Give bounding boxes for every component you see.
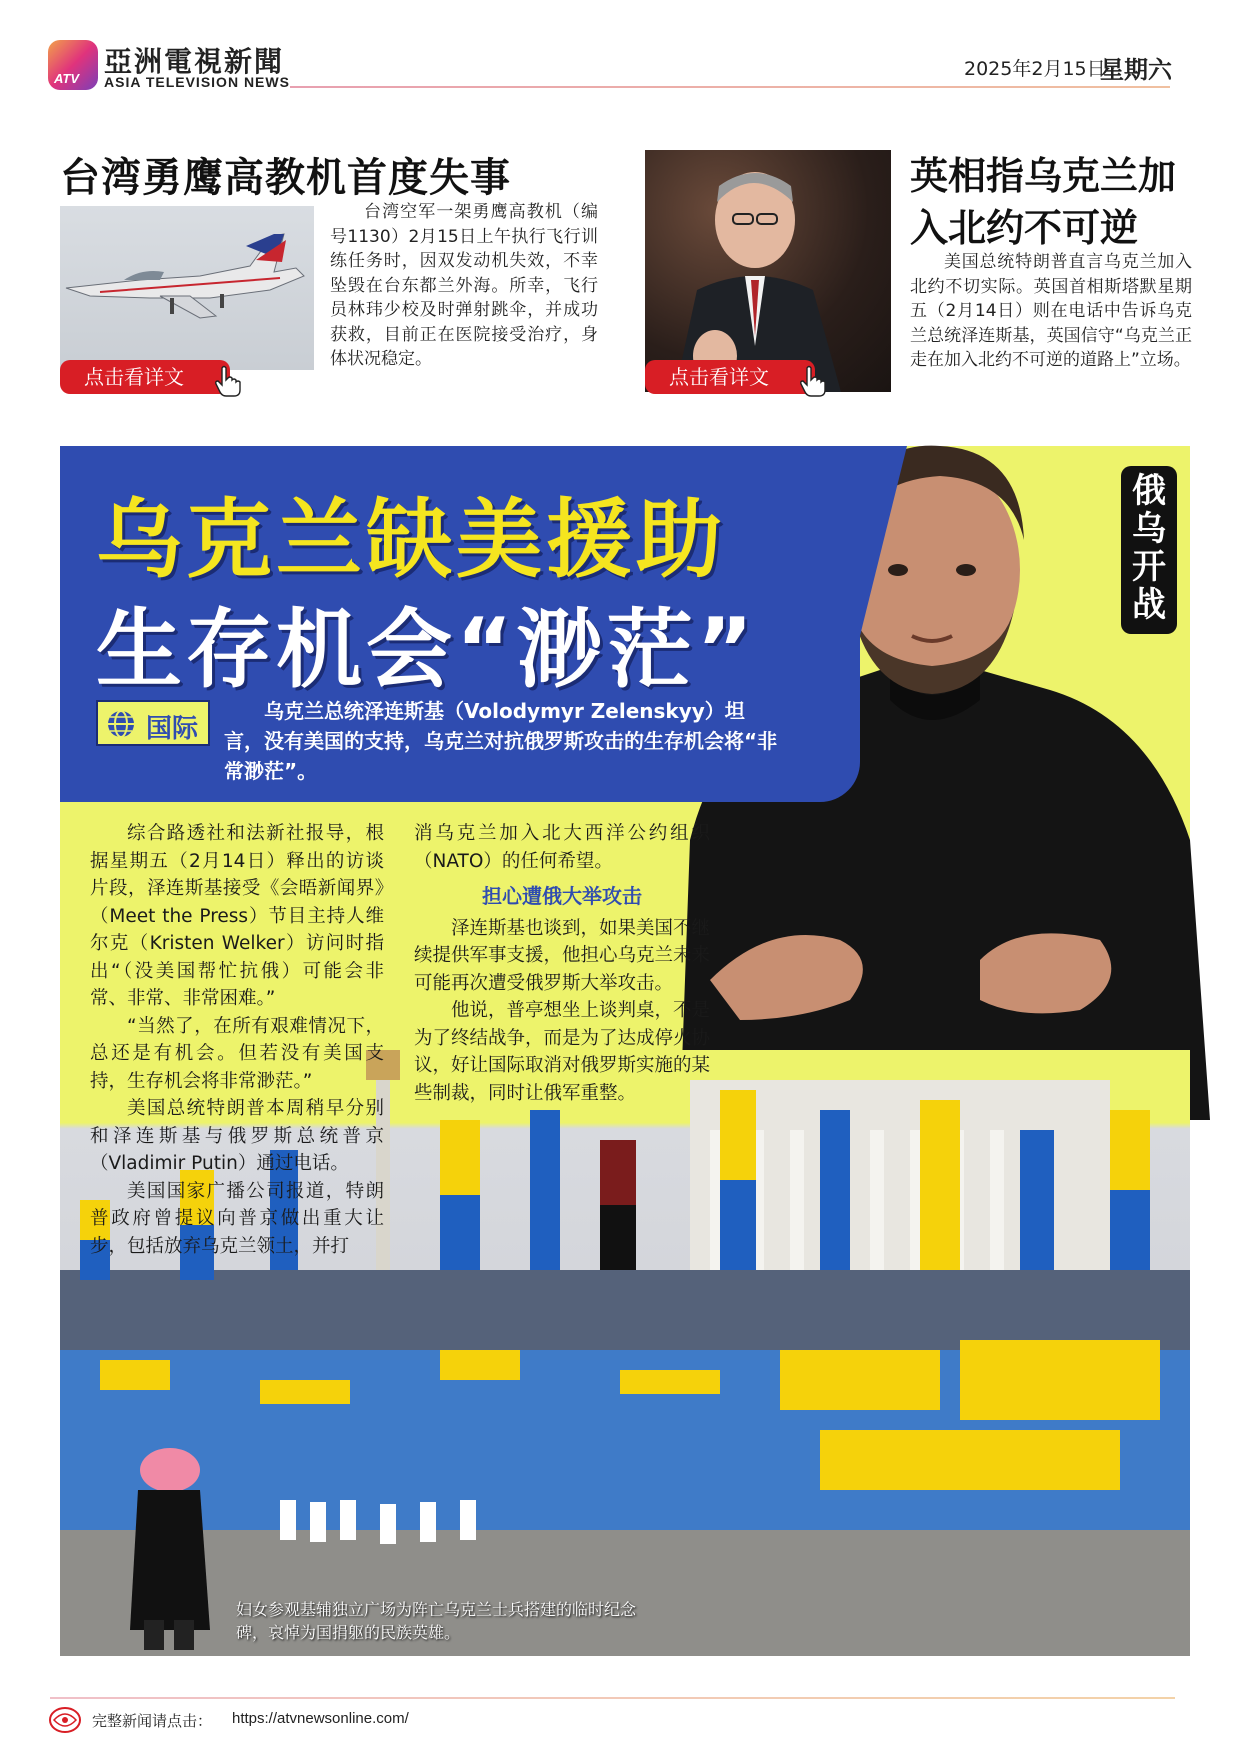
topic-side-tag: 俄乌开战: [1121, 466, 1177, 634]
paragraph: 美国总统特朗普本周稍早分别和泽连斯基与俄罗斯总统普京（Vladimir Putin）通过电话。: [90, 1098, 384, 1174]
paragraph: 他说，普亭想坐上谈判桌，不是为了终结战争，而是为了达成停火协议，好让国际取消对俄罗斯实施的某些制裁，同时让俄军重整。: [414, 1000, 711, 1104]
feature-headline-line1[interactable]: 乌克兰缺美援助: [96, 490, 726, 590]
footer-divider: [50, 1697, 1175, 1699]
feature-column-2: [414, 820, 710, 1107]
logo-chinese-name: 亞洲電視新聞: [104, 45, 285, 78]
paragraph: “当然了，在所有艰难情况下，总还是有机会。但若没有美国支持，生存机会将非常渺茫。”: [90, 1015, 384, 1092]
photo-caption: 妇女参观基辅独立广场为阵亡乌克兰士兵搭建的临时纪念碑，哀悼为国捐躯的民族英雄。: [236, 1600, 637, 1642]
globe-icon: [106, 709, 136, 739]
paragraph: 泽连斯基也谈到，如果美国不继续提供军事支援，他担心乌克兰未来可能再次遭受俄罗斯大举攻击。: [414, 917, 711, 994]
feature-headline-line2[interactable]: 生存机会“渺茫”: [96, 600, 758, 700]
issue-weekday: 星期六: [1100, 56, 1172, 84]
story1-jet-photo[interactable]: [60, 206, 314, 370]
footer-link[interactable]: https://atvnewsonline.com/: [232, 1710, 409, 1727]
feature-column-1: [90, 820, 384, 1260]
story2-body: 美国总统特朗普直言乌克兰加入北约不切实际。英国首相斯塔默星期五（2月14日）则在电话中告诉乌克兰总统泽连斯基，英国信守“乌克兰正走在加入北约不可逆的道路上”立场。: [910, 252, 1192, 370]
story2-readmore-button[interactable]: [645, 360, 815, 394]
story1-readmore-button[interactable]: [60, 360, 230, 394]
atv-logo: [48, 40, 98, 90]
story2-starmer-photo[interactable]: [645, 150, 891, 392]
paragraph-continuation: 消乌克兰加入北大西洋公约组织（NATO）的任何希望。: [414, 823, 710, 872]
footer-logo-icon: [48, 1706, 82, 1734]
feature-lede: 乌克兰总统泽连斯基（Volodymyr Zelenskyy）坦言，没有美国的支持，乌克兰对抗俄罗斯攻击的生存机会将“非常渺茫”。: [224, 699, 778, 783]
issue-date: 2025年2月15日: [964, 58, 1106, 80]
story1-body: 台湾空军一架勇鹰高教机（编号1130）2月15日上午执行飞行训练任务时，因双发动机失效，不幸坠毁在台东都兰外海。所幸，飞行员林玮少校及时弹射跳伞，并成功获救，目前正在医院接受治疗，身体状况稳定。: [330, 202, 598, 369]
header-divider: [290, 86, 1170, 88]
story2-title[interactable]: 英相指乌克兰加入北约不可逆: [910, 154, 1177, 250]
story1-title[interactable]: 台湾勇鹰高教机首度失事: [60, 155, 511, 201]
starmer-illustration: [645, 150, 891, 392]
hand-pointer-icon: [797, 364, 829, 398]
page-header: [0, 0, 1250, 100]
banner-speech-tail: [855, 446, 907, 656]
logo-badge-text: ATV: [54, 71, 80, 86]
logo-english-name: ASIA TELEVISION NEWS: [104, 74, 290, 90]
paragraph: 综合路透社和法新社报导，根据星期五（2月14日）释出的访谈片段，泽连斯基接受《会晤新闻界》（Meet the Press）节目主持人维尔克（Kristen Welker）访问时指出“（没美国帮忙抗俄）可能会非常、非常、非常困难。”: [90, 823, 384, 1009]
footer-label: 完整新闻请点击：: [92, 1712, 213, 1730]
section-tag: [96, 700, 210, 746]
hand-pointer-icon: [212, 364, 244, 398]
section-tag-label: 国际: [146, 714, 199, 744]
jet-illustration: [60, 206, 314, 370]
feature-subheading: 担心遭俄大举攻击: [482, 884, 642, 908]
readmore-label: 点击看详文: [84, 365, 184, 389]
readmore-label: 点击看详文: [669, 365, 769, 389]
paragraph: 美国国家广播公司报道，特朗普政府曾提议向普京做出重大让步，包括放弃乌克兰领土，并打: [90, 1180, 384, 1257]
